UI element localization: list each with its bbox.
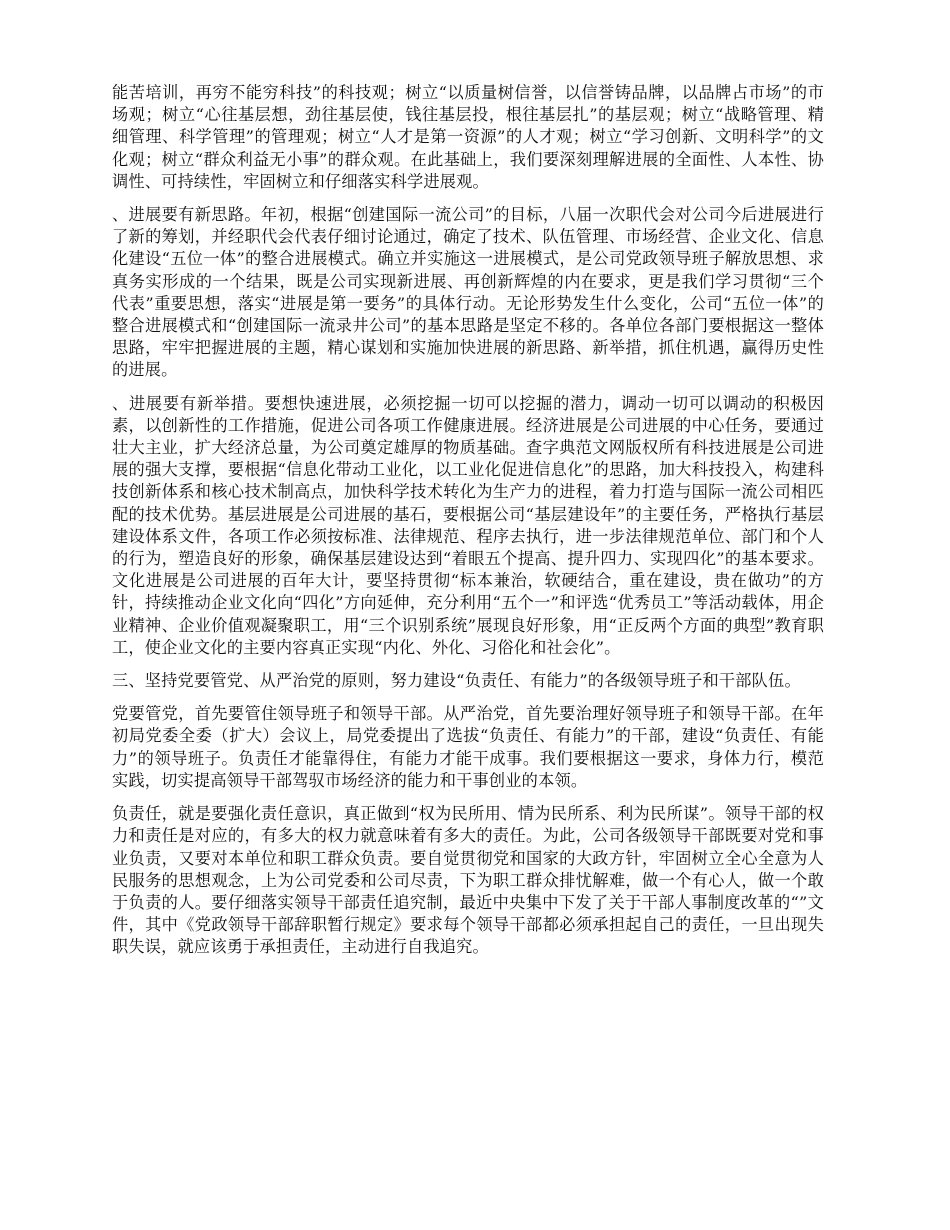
document-body	[112, 82, 824, 970]
section-heading-three: 三、坚持党要管党、从严治党的原则，努力建设“负责任、有能力”的各级领导班子和干部队伍。	[112, 671, 801, 691]
paragraph-responsibility: 负责任，就是要强化责任意识，真正做到“权为民所用、情为民所系、利为民所谋”。领导干部的权力和责任是对应的，有多大的权力就意味着有多大的责任。为此，公司各级领导干部既要对党和事业负责，又要对本单位和职工群众负责。要自觉贯彻党和国家的大政方针，牢固树立全心全意为人民服务的思想观念，上为公司党委和公司尽责，下为职工群众排忧解难，做一个有心人，做一个敢于负责的人。要仔细落实领导干部责任追究制，最近中央集中下发了关于干部人事制度改革的“”文件，其中《党政领导干部辞职暂行规定》要求每个领导干部都必须承担起自己的责任，一旦出现失职失误，就应该勇于承担责任，主动进行自我追究。	[112, 804, 824, 957]
paragraph-scientific-outlook: 能苦培训，再穷不能穷科技”的科技观；树立“以质量树信誉，以信誉铸品牌，以品牌占市场”的市场观；树立“心往基层想，劲往基层使，钱往基层投，根往基层扎”的基层观；树立“战略管理、精细管理、科学管理”的管理观；树立“人才是第一资源”的人才观；树立“学习创新、文明科学”的文化观；树立“群众利益无小事”的群众观。在此基础上，我们要深刻理解进展的全面性、人本性、协调性、可持续性，牢固树立和仔细落实科学进展观。	[112, 83, 824, 191]
paragraph-new-thinking: 、进展要有新思路。年初，根据“创建国际一流公司”的目标，八届一次职代会对公司今后进展进行了新的筹划，并经职代会代表仔细讨论通过，确定了技术、队伍管理、市场经营、企业文化、信息化建设“五位一体”的整合进展模式。确立并实施这一进展模式，是公司党政领导班子解放思想、求真务实形成的一个结果，既是公司实现新进展、再创新辉煌的内在要求，更是我们学习贯彻“三个代表”重要思想，落实“进展是第一要务”的具体行动。无论形势发生什么变化，公司“五位一体”的整合进展模式和“创建国际一流录井公司”的基本思路是坚定不移的。各单位各部门要根据这一整体思路，牢牢把握进展的主题，精心谋划和实施加快进展的新思路、新举措，抓住机遇，赢得历史性的进展。	[112, 205, 824, 380]
paragraph-party-discipline: 党要管党，首先要管住领导班子和领导干部。从严治党，首先要治理好领导班子和领导干部。在年初局党委全委（扩大）会议上，局党委提出了选拔“负责任、有能力”的干部，建设“负责任、有能力”的领导班子。负责任才能靠得住，有能力才能干成事。我们要根据这一要求，身体力行，模范实践，切实提高领导干部驾驭市场经济的能力和干事创业的本领。	[112, 704, 824, 790]
paragraph-new-measures: 、进展要有新举措。要想快速进展，必须挖掘一切可以挖掘的潜力，调动一切可以调动的积极因素，以创新性的工作措施，促进公司各项工作健康进展。经济进展是公司进展的中心任务，要通过壮大主业，扩大经济总量，为公司奠定雄厚的物质基础。查字典范文网版权所有科技进展是公司进展的强大支撑，要根据“信息化带动工业化，以工业化促进信息化”的思路，加大科技投入，构建科技创新体系和核心技术制高点，加快科学技术转化为生产力的进程，着力打造与国际一流公司相匹配的技术优势。基层进展是公司进展的基石，要根据公司“基层建设年”的主要任务，严格执行基层建设体系文件，各项工作必须按标准、法律规范、程序去执行，进一步法律规范单位、部门和个人的行为，塑造良好的形象，确保基层建设达到“着眼五个提高、提升四力、实现四化”的基本要求。文化进展是公司进展的百年大计，要坚持贯彻“标本兼治，软硬结合，重在建设，贵在做功”的方针，持续推动企业文化向“四化”方向延伸，充分利用“五个一”和评选“优秀员工”等活动载体，用企业精神、企业价值观凝聚职工，用“三个识别系统”展现良好形象，用“正反两个方面的典型”教育职工，使企业文化的主要内容真正实现“内化、外化、习俗化和社会化”。	[112, 393, 824, 657]
